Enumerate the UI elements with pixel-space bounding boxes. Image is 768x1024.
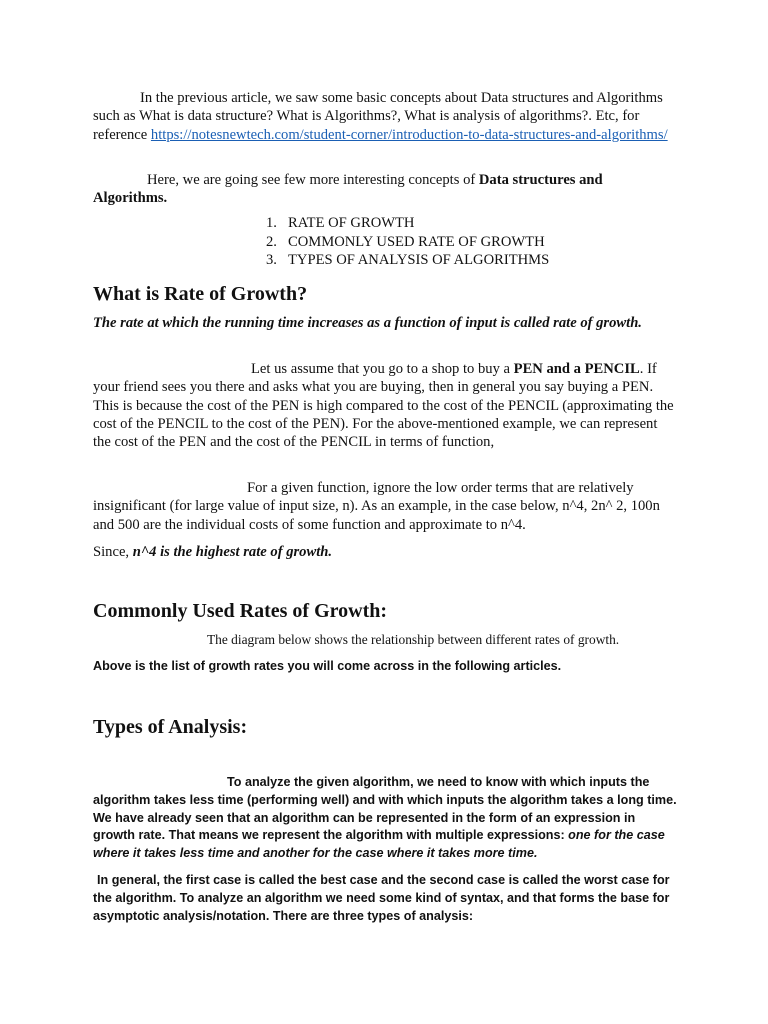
cases-paragraph: In general, the first case is called the best case and the second case is called the worst case for the algorithm. To analyze an algorithm we need some kind of syntax, and that forms the base for asymptotic analysis/notation. There are three types of analysis:: [93, 873, 670, 923]
toc-item-number: 3.: [266, 252, 277, 268]
toc-item: [266, 214, 549, 233]
pen-pencil-paragraph: [93, 360, 678, 451]
pen-pencil-bold: PEN and a PENCIL: [513, 361, 640, 377]
rate-of-growth-heading: What is Rate of Growth?: [93, 283, 308, 305]
intro-text: In the previous article, we saw some basic concepts about Data structures and Algorithms such as What is data structure? What is Algorithms?, What is analysis of algorithms?. Etc, for reference: [93, 90, 663, 143]
since-text: Since,: [93, 544, 133, 560]
low-order-paragraph: For a given function, ignore the low order terms that are relatively insignificant (for large value of input size, n). As an example, in the case below, n^4, 2n^ 2, 100n and 500 are the individual costs of some function and approximate to n^4.: [93, 480, 660, 533]
toc-item-label: TYPES OF ANALYSIS OF ALGORITHMS: [288, 252, 550, 268]
intro-paragraph: [93, 89, 678, 144]
analyze-paragraph: [93, 774, 678, 863]
toc-item-label: RATE OF GROWTH: [288, 215, 415, 231]
analyze-italic-text: one for the case where it takes less time and another for the case where it takes more time.: [93, 828, 665, 861]
toc-item: [266, 233, 549, 252]
since-paragraph: [93, 543, 678, 561]
toc-item: [266, 251, 549, 270]
pen-pencil-text-b: . If your friend sees you there and asks what you are buying, then in general you say buying a PEN. This is because the cost of the PEN is high compared to the cost of the PENCIL (approximating the cost of the PENCIL to the cost of the PEN). For the above-mentioned example, we can represent the cost of the PEN and the cost of the PENCIL in terms of function,: [93, 361, 674, 451]
toc-item-number: 2.: [266, 233, 277, 250]
analyze-text: To analyze the given algorithm, we need to know with which inputs the algorithm takes less time (performing well) and with which inputs the algorithm takes a long time. We have already seen that an algorithm can be represented in the form of an expression in growth rate. That means we represent the algorithm with multiple expressions:: [93, 775, 677, 843]
pen-pencil-text-a: Let us assume that you go to a shop to buy a: [251, 361, 514, 377]
diagram-caption: The diagram below shows the relationship between different rates of growth.: [207, 632, 620, 647]
reference-link[interactable]: https://notesnewtech.com/student-corner/introduction-to-data-structures-and-algorithms/: [150, 126, 668, 143]
since-bold-italic: n^4 is the highest rate of growth.: [132, 544, 333, 560]
types-of-analysis-heading: Types of Analysis:: [93, 716, 248, 738]
rate-definition: The rate at which the running time increases as a function of input is called rate of growth.: [93, 315, 642, 331]
toc-item-number: 1.: [266, 215, 277, 231]
here-paragraph: [93, 171, 678, 208]
toc-item-label: COMMONLY USED RATE OF GROWTH: [288, 233, 545, 250]
toc-list: [266, 214, 549, 270]
here-text: Here, we are going see few more interesting concepts of: [147, 172, 479, 188]
common-rates-heading: Commonly Used Rates of Growth:: [93, 600, 388, 622]
growth-list-note: Above is the list of growth rates you will come across in the following articles.: [93, 659, 562, 673]
here-bold-text: Data structures and Algorithms.: [93, 172, 603, 207]
